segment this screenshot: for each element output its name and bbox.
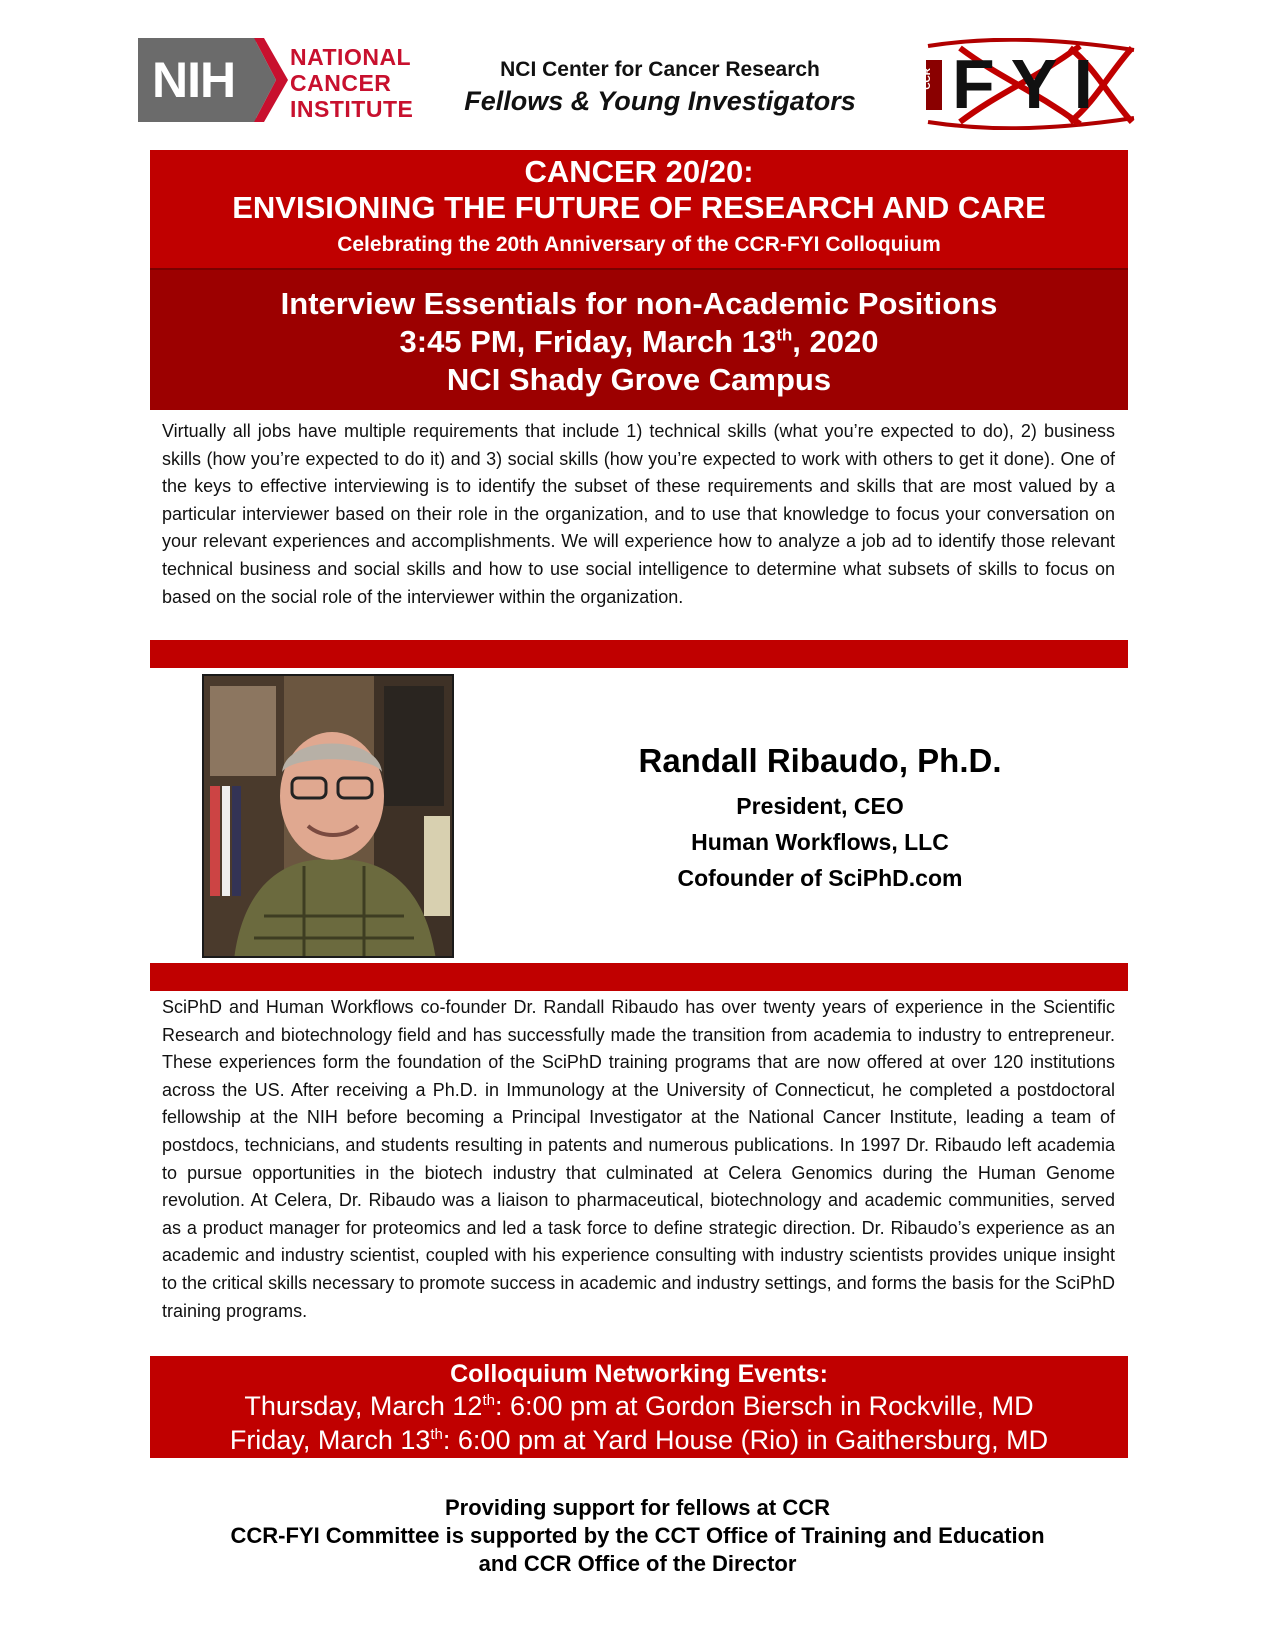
speaker-photo (202, 674, 454, 958)
ccr-vertical-label: CCR (922, 68, 933, 90)
speaker-name: Randall Ribaudo, Ph.D. (638, 742, 1002, 779)
footer-line-1: Providing support for fellows at CCR (444, 1495, 830, 1520)
speaker-company: Human Workflows, LLC (691, 829, 949, 855)
nci-line-1: NATIONAL (290, 44, 412, 70)
footer-line-3: and CCR Office of the Director (478, 1551, 797, 1576)
networking-events-banner (150, 1356, 1128, 1458)
session-banner (150, 270, 1128, 410)
nih-chevron-icon (254, 38, 290, 122)
ccr-title: NCI Center for Cancer Research (500, 58, 820, 81)
event-1-prefix: Thursday, March 12 (244, 1391, 483, 1421)
red-separator-1 (150, 640, 1128, 668)
event-2-sup: th (430, 1426, 443, 1443)
nci-line-3: INSTITUTE (290, 96, 414, 122)
fyi-title: Fellows & Young Investigators (464, 86, 856, 116)
footer-line-2: CCR-FYI Committee is supported by the CCT Office of Training and Education (230, 1523, 1045, 1548)
banner-title-line-2: ENVISIONING THE FUTURE OF RESEARCH AND CARE (232, 190, 1046, 225)
session-title: Interview Essentials for non-Academic Positions (280, 286, 998, 321)
event-1-suffix: : 6:00 pm at Gordon Biersch in Rockville, MD (494, 1391, 1034, 1421)
nci-wordmark (290, 44, 413, 122)
ccr-fyi-logo (920, 38, 1142, 130)
session-time-sup: th (776, 325, 793, 345)
session-time-prefix: 3:45 PM, Friday, March 13 (399, 324, 777, 359)
title-banner (150, 150, 1128, 268)
speaker-title: President, CEO (736, 793, 904, 819)
session-location: NCI Shady Grove Campus (446, 362, 832, 397)
events-title: Colloquium Networking Events: (450, 1360, 828, 1388)
speaker-portrait (204, 676, 454, 958)
header-center-title (440, 58, 880, 117)
event-1 (150, 1389, 1128, 1423)
footer (100, 1494, 1175, 1578)
banner-title-line-1: CANCER 20/20: (524, 154, 754, 189)
nci-line-2: CANCER (290, 70, 392, 96)
event-2-prefix: Friday, March 13 (229, 1425, 431, 1455)
speaker-extra: Cofounder of SciPhD.com (677, 865, 963, 891)
session-time-suffix: , 2020 (792, 324, 879, 359)
speaker-bio: SciPhD and Human Workflows co-founder Dr. Randall Ribaudo has over twenty years of experience in the Scientific Research and biotechnology field and has successfully made the transition from academia to industry to entrepreneur. These experiences form the foundation of the SciPhD training programs that are now offered at over 120 institutions across the US. After receiving a Ph.D. in Immunology at the University of Connecticut, he completed a postdoctoral fellowship at the NIH before becoming a Principal Investigator at the National Cancer Institute, leading a team of postdocs, technicians, and students resulting in patents and numerous publications. In 1997 Dr. Ribaudo left academia to pursue opportunities in the biotech industry that culminated at Celera Genomics during the Human Genome revolution. At Celera, Dr. Ribaudo was a liaison to pharmaceutical, biotechnology and academic communities, served as a product manager for proteomics and led a task force to define strategic direction. Dr. Ribaudo’s experience as an academic and industry scientist, coupled with his experience consulting with industry scientists provides unique insight to the critical skills necessary to promote success in academic and industry settings, and forms the basis for the SciPhD training programs. (162, 997, 1115, 1321)
event-2 (150, 1423, 1128, 1457)
event-2-suffix: : 6:00 pm at Yard House (Rio) in Gaithersburg, MD (442, 1425, 1049, 1455)
session-time (150, 323, 1128, 361)
session-description: Virtually all jobs have multiple requirements that include 1) technical skills (what you’re expected to do), 2) business skills (how you’re expected to do it) and 3) social skills (how you’re expected to work with others to get it done). One of the keys to effective interviewing is to identify the subset of these requirements and skills that are most valued by a particular interviewer based on their role in the organization, and to use that knowledge to focus your conversation on your relevant experiences and accomplishments. We will experience how to analyze a job ad to identify those relevant technical business and social skills and how to use social intelligence to determine what subsets of skills to focus on based on the social role of the interviewer within the organization. (162, 421, 1115, 607)
nih-logo-box: NIH (138, 38, 256, 122)
banner-subtitle: Celebrating the 20th Anniversary of the CCR-FYI Colloquium (337, 233, 941, 256)
event-1-sup: th (482, 1392, 495, 1409)
header (0, 0, 1275, 145)
red-separator-2 (150, 963, 1128, 991)
fyi-letters: FYI (952, 45, 1109, 123)
speaker-info (560, 740, 1080, 896)
nih-nci-logo (138, 38, 423, 128)
